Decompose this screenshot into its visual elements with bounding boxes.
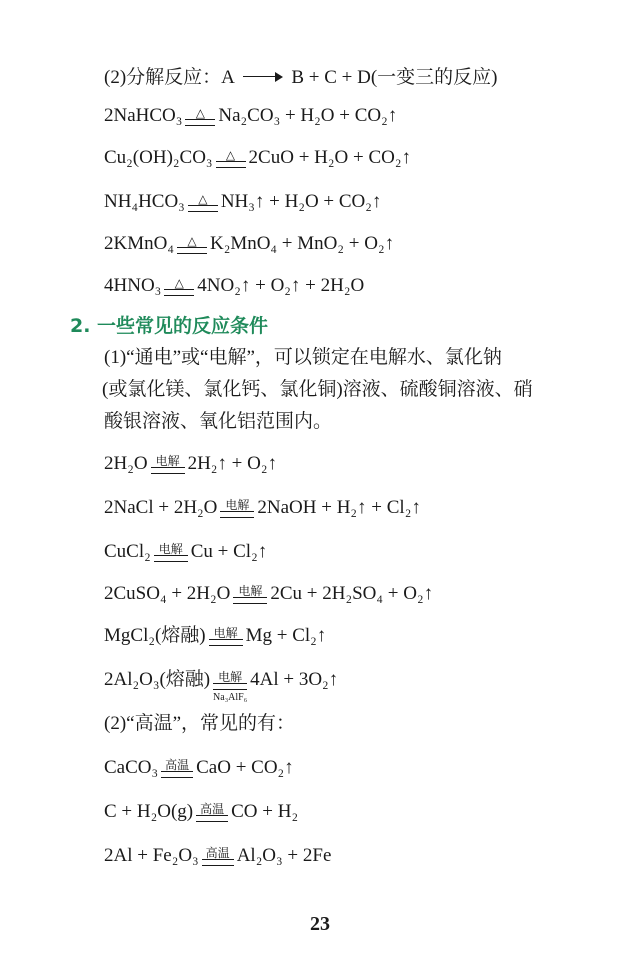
- reaction-condition: [233, 585, 267, 604]
- reaction-condition: [177, 235, 207, 254]
- electrolysis-equation-1: [104, 452, 277, 476]
- high-temp-equation-2: [104, 800, 298, 824]
- section-title: 2. 一些常见的反应条件: [70, 315, 269, 337]
- eq-left: CaCO₃: [104, 757, 159, 778]
- condition-bottom: Na₃AlF₆: [213, 692, 248, 703]
- eq-left: 4HNO₃: [104, 275, 162, 296]
- condition-top: 电解: [155, 454, 180, 468]
- electrolysis-equation-4: [104, 582, 433, 606]
- eq-left: C + H₂O(g): [104, 801, 194, 822]
- high-temp-equation-3: [104, 844, 331, 868]
- high-temp-paragraph: (2)“高温”，常见的有：: [104, 713, 296, 734]
- decomposition-equation-2: [104, 146, 411, 170]
- equals-bars: [188, 205, 218, 212]
- condition-top: △: [198, 192, 208, 206]
- high-temp-equation-1: [104, 756, 294, 780]
- decomposition-equation-4: [104, 232, 394, 256]
- equals-bars: [151, 467, 185, 474]
- condition-top: △: [225, 148, 236, 162]
- equals-bars: [220, 511, 254, 518]
- equals-bars: [154, 555, 188, 562]
- eq-right: Al₂O₃ + 2Fe: [236, 845, 332, 866]
- equals-bars: [213, 683, 247, 690]
- reaction-condition: [220, 499, 254, 518]
- conditions-paragraph: [104, 342, 533, 438]
- eq-right: 2NaOH + H₂↑ + Cl₂↑: [257, 497, 421, 518]
- eq-right: K₂MnO₄ + MnO₂ + O₂↑: [209, 233, 395, 254]
- electrolysis-equation-2: [104, 496, 421, 520]
- condition-top: 电解: [225, 498, 250, 512]
- paragraph-line: (1)“通电”或“电解”，可以锁定在电解水、氯化钠: [104, 347, 502, 368]
- reaction-condition: [188, 193, 218, 212]
- equals-bars: [161, 771, 193, 778]
- eq-right: Cu + Cl₂↑: [190, 541, 268, 562]
- eq-right: CO + H₂: [231, 801, 299, 822]
- decomposition-equation-3: [104, 190, 381, 214]
- eq-left: NH₄HCO₃: [104, 191, 185, 212]
- eq-right: 2Cu + 2H₂SO₄ + O₂↑: [270, 583, 434, 604]
- eq-left: 2Al₂O₃(熔融): [104, 669, 211, 690]
- paragraph-line: (或氯化镁、氯化钙、氯化铜)溶液、硫酸铜溶液、硝: [102, 379, 533, 400]
- reaction-condition: [196, 803, 228, 822]
- reaction-condition: [213, 670, 248, 703]
- eq-left: Cu₂(OH)₂CO₃: [104, 147, 213, 168]
- decomposition-heading: [104, 66, 497, 90]
- equals-bars: [209, 639, 243, 646]
- condition-top: 电解: [238, 584, 263, 598]
- reaction-arrow-icon: [243, 71, 283, 83]
- eq-left: 2NaCl + 2H₂O: [104, 497, 218, 518]
- eq-right: Na₂CO₃ + H₂O + CO₂↑: [218, 105, 398, 126]
- condition-top: 高温: [200, 802, 225, 816]
- eq-left: 2KMnO₄: [104, 233, 174, 254]
- decomposition-heading-prefix: (2)分解反应：A: [104, 67, 234, 88]
- paragraph-line: 酸银溶液、氧化铝范围内。: [104, 411, 333, 432]
- electrolysis-equation-3: [104, 540, 267, 564]
- condition-top: 高温: [205, 846, 230, 860]
- eq-left: 2CuSO₄ + 2H₂O: [104, 583, 231, 604]
- eq-left: 2NaHCO₃: [104, 105, 183, 126]
- reaction-condition: [161, 759, 193, 778]
- reaction-condition: [185, 107, 215, 126]
- eq-left: 2H₂O: [104, 453, 148, 474]
- equals-bars: [177, 247, 207, 254]
- reaction-condition: [154, 543, 188, 562]
- eq-right: 2H₂↑ + O₂↑: [187, 453, 277, 474]
- eq-right: Mg + Cl₂↑: [245, 625, 327, 646]
- eq-right: 2CuO + H₂O + CO₂↑: [248, 147, 411, 168]
- condition-top: 电解: [218, 670, 243, 684]
- eq-right: 4NO₂↑ + O₂↑ + 2H₂O: [197, 275, 365, 296]
- condition-top: △: [174, 276, 184, 290]
- decomposition-equation-1: [104, 104, 397, 128]
- equals-bars: [164, 289, 194, 296]
- electrolysis-equation-6: [104, 668, 339, 703]
- eq-right: NH₃↑ + H₂O + CO₂↑: [220, 191, 382, 212]
- condition-top: △: [187, 234, 197, 248]
- page-number: 23: [310, 913, 330, 935]
- condition-top: 高温: [165, 758, 190, 772]
- reaction-condition: [216, 149, 246, 168]
- equals-bars: [196, 815, 228, 822]
- equals-bars: [233, 597, 267, 604]
- reaction-condition: [164, 277, 194, 296]
- decomposition-equation-5: [104, 274, 364, 298]
- reaction-condition: [209, 627, 243, 646]
- reaction-condition: [151, 455, 185, 474]
- eq-left: CuCl₂: [104, 541, 151, 562]
- equals-bars: [185, 119, 215, 126]
- equals-bars: [202, 859, 234, 866]
- condition-top: △: [195, 106, 206, 120]
- eq-right: CaO + CO₂↑: [196, 757, 294, 778]
- eq-right: 4Al + 3O₂↑: [250, 669, 339, 690]
- eq-left: 2Al + Fe₂O₃: [104, 845, 199, 866]
- decomposition-heading-suffix: B + C + D(一变三的反应): [291, 67, 498, 88]
- reaction-condition: [202, 847, 234, 866]
- condition-top: 电解: [213, 626, 238, 640]
- electrolysis-equation-5: [104, 624, 326, 648]
- eq-left: MgCl₂(熔融): [104, 625, 206, 646]
- condition-top: 电解: [158, 542, 183, 556]
- equals-bars: [216, 161, 246, 168]
